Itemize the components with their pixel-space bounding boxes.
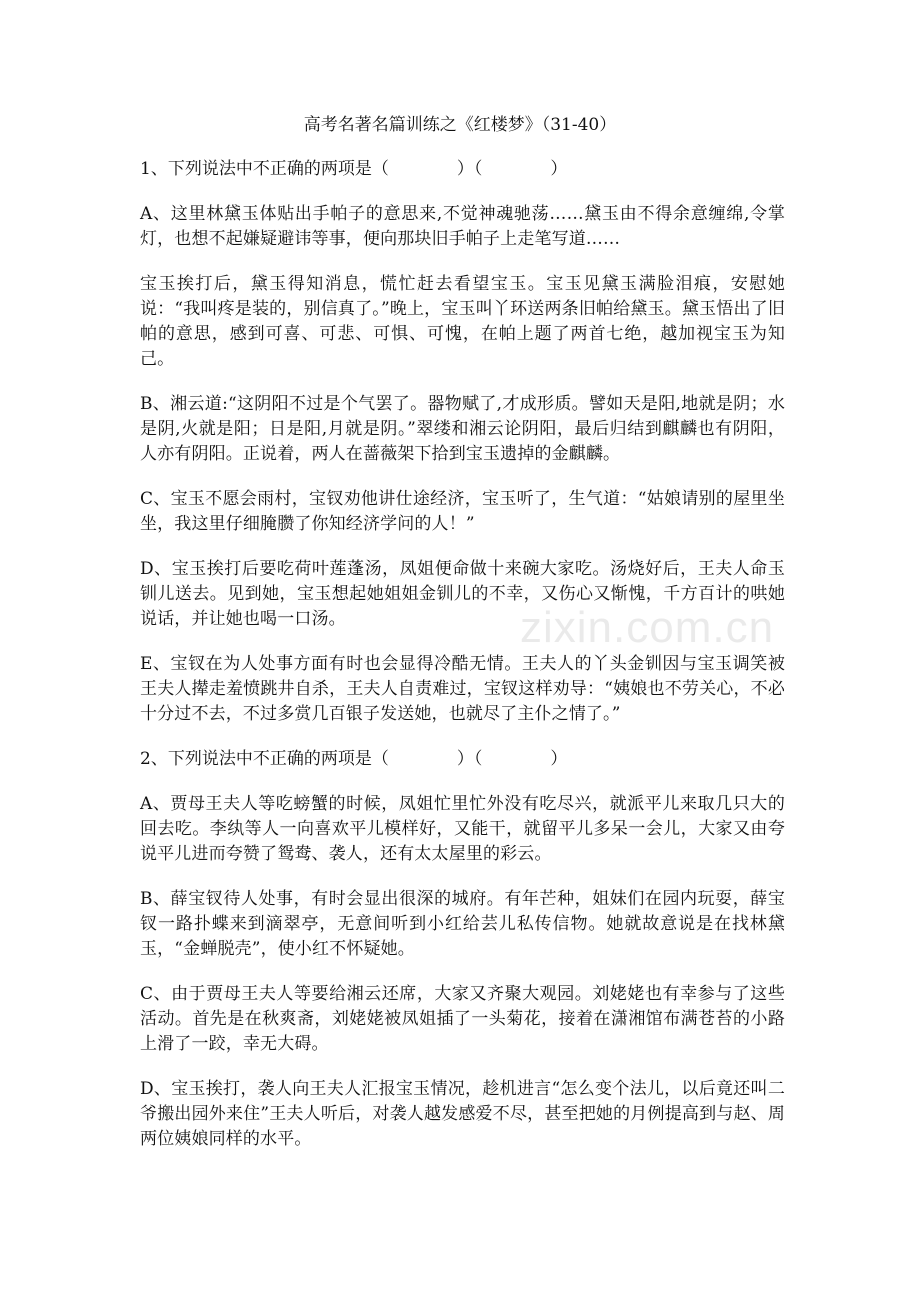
document-title: 高考名著名篇训练之《红楼梦》（31-40） bbox=[303, 115, 617, 135]
question-1-option-a-continued: 宝玉挨打后，黛玉得知消息，慌忙赶去看望宝玉。宝玉见黛玉满脸泪痕，安慰她说：“我叫疼是装的，别信真了。”晚上，宝玉叫丫环送两条旧帕给黛玉。黛玉悟出了旧帕的意思，感到可喜、可悲、可惧、可愧，在帕上题了两首七绝，越加视宝玉为知己。 bbox=[140, 274, 785, 369]
question-1-option-c: C、宝玉不愿会雨村，宝钗劝他讲仕途经济，宝玉听了，生气道：“姑娘请别的屋里坐坐，我这里仔细腌臜了你知经济学问的人！” bbox=[140, 489, 785, 534]
question-1-stem bbox=[140, 157, 785, 182]
question-1-option-b: B、湘云道:“这阴阳不过是个气罢了。器物赋了,才成形质。譬如天是阳,地就是阴；水是阴,火就是阳；日是阳,月就是阴。”翠缕和湘云论阴阳，最后归结到麒麟也有阴阳，人亦有阴阳。正说着，两人在蔷薇架下拾到宝玉遗掉的金麒麟。 bbox=[140, 394, 785, 464]
question-1-option-e: E、宝钗在为人处事方面有时也会显得冷酷无情。王夫人的丫头金钏因与宝玉调笑被王夫人撵走羞愤跳井自杀，王夫人自责难过，宝钗这样劝导：“姨娘也不劳关心，不必十分过不去，不过多赏几百银子发送她，也就尽了主仆之情了。” bbox=[140, 654, 785, 724]
question-1-stem-suffix: ） bbox=[550, 159, 568, 179]
question-2-stem-mid: ）（ bbox=[456, 749, 483, 769]
question-2-stem-prefix: 2、下列说法中不正确的两项是（ bbox=[140, 749, 389, 769]
question-2-stem bbox=[140, 747, 785, 772]
question-1-option-d: D、宝玉挨打后要吃荷叶莲蓬汤，凤姐便命做十来碗大家吃。汤烧好后，王夫人命玉钏儿送去。见到她，宝玉想起她姐姐金钏儿的不幸，又伤心又惭愧，千方百计的哄她说话，并让她也喝一口汤。 bbox=[140, 559, 785, 629]
question-2-stem-suffix: ） bbox=[550, 749, 568, 769]
question-2-option-c: C、由于贾母王夫人等要给湘云还席，大家又齐聚大观园。刘姥姥也有幸参与了这些活动。首先是在秋爽斋，刘姥姥被凤姐插了一头菊花，接着在潇湘馆布满苍苔的小路上滑了一跤，幸无大碍。 bbox=[140, 984, 785, 1054]
question-1-stem-prefix: 1、下列说法中不正确的两项是（ bbox=[140, 159, 389, 179]
document-body bbox=[140, 157, 785, 1172]
watermark: zixin.com.cn bbox=[520, 603, 775, 652]
question-1-option-a: A、这里林黛玉体贴出手帕子的意思来,不觉神魂驰荡……黛玉由不得余意缠绵,令掌灯，也想不起嫌疑避讳等事，便向那块旧手帕子上走笔写道…… bbox=[140, 204, 785, 249]
question-2-option-b: B、薛宝钗待人处事，有时会显出很深的城府。有年芒种，姐妹们在园内玩耍，薛宝钗一路扑蝶来到滴翠亭，无意间听到小红给芸儿私传信物。她就故意说是在找林黛玉，“金蝉脱壳”，使小红不怀疑她。 bbox=[140, 889, 785, 959]
question-2-option-a: A、贾母王夫人等吃螃蟹的时候，凤姐忙里忙外没有吃尽兴，就派平儿来取几只大的回去吃。李纨等人一向喜欢平儿模样好，又能干，就留平儿多呆一会儿，大家又由夸说平儿进而夸赞了鸳鸯、袭人，还有太太屋里的彩云。 bbox=[140, 794, 785, 864]
question-1-stem-mid: ）（ bbox=[456, 159, 483, 179]
question-2-option-d: D、宝玉挨打，袭人向王夫人汇报宝玉情况，趁机进言“怎么变个法儿，以后竟还叫二爷搬出园外来住”王夫人听后，对袭人越发感爱不尽，甚至把她的月例提高到与赵、周两位姨娘同样的水平。 bbox=[140, 1079, 785, 1149]
